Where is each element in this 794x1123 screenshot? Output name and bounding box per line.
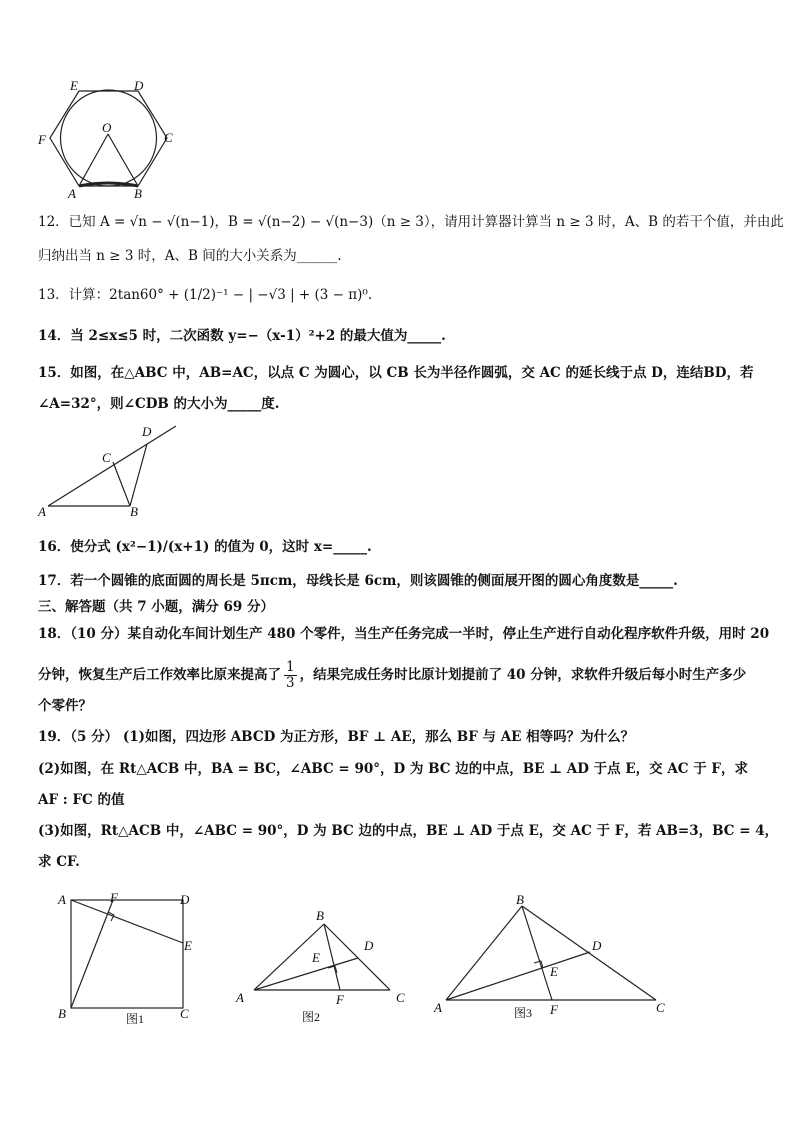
line-ab — [446, 906, 522, 1000]
label-c: C — [396, 990, 405, 1005]
label-b: B — [58, 1006, 66, 1021]
label-o: O — [102, 120, 112, 135]
label-b: B — [316, 908, 324, 923]
q12-line2: 归纳出当 n ≥ 3 时，A、B 间的大小关系为______. — [38, 248, 342, 264]
q16-text: 16．使分式 (x²−1)/(x+1) 的值为 0，这时 x=_____. — [38, 539, 372, 555]
label-d: D — [142, 424, 152, 439]
q19-line4: (3)如图，Rt△ACB 中，∠ABC = 90°，D 为 BC 边的中点，BE ⊥ AD 于点 E，交 AC 于 F，若 AB=3，BC = 4， — [38, 823, 779, 839]
q18-frac-den: 3 — [286, 675, 295, 691]
figure-3 — [430, 890, 680, 1030]
label-d: D — [364, 938, 374, 953]
q15-diagram — [36, 420, 186, 520]
label-f: F — [336, 992, 344, 1007]
line-bc — [324, 924, 390, 990]
line-bf — [324, 924, 340, 990]
q18-line2 — [38, 660, 746, 691]
line-bc — [522, 906, 656, 1000]
caption-fig1: 图1 — [126, 1012, 145, 1026]
label-b: B — [134, 186, 142, 201]
label-b: B — [130, 504, 138, 519]
label-e: E — [184, 938, 192, 953]
label-c: C — [180, 1006, 189, 1021]
label-b: B — [516, 892, 524, 907]
q18-line2a: 分钟，恢复生产后工作效率比原来提高了 — [38, 667, 281, 683]
label-c: C — [102, 450, 111, 465]
line-ad — [446, 952, 590, 1000]
label-d: D — [180, 892, 190, 907]
line-ad — [48, 426, 176, 506]
q18-line1: 18．（10 分）某自动化车间计划生产 480 个零件，当生产任务完成一半时，停止生产进行自动化程序软件升级，用时 20 — [38, 626, 770, 642]
inscribed-circle — [61, 90, 157, 186]
label-c: C — [164, 130, 173, 145]
label-a: A — [68, 186, 76, 201]
right-angle-mark — [108, 912, 114, 921]
line-cb — [113, 462, 130, 506]
label-c: C — [656, 1000, 665, 1015]
q15-figure — [36, 420, 186, 520]
q17-text: 17．若一个圆锥的底面圆的周长是 5πcm，母线长是 6cm，则该圆锥的侧面展开图的圆心角度数是_____. — [38, 573, 678, 589]
label-a: A — [236, 990, 244, 1005]
q14-text: 14．当 2≤x≤5 时，二次函数 y=−（x-1）²+2 的最大值为_____. — [38, 328, 446, 344]
figure-2-diagram — [232, 906, 412, 1031]
hexagon-shape — [50, 91, 167, 186]
q19-line2: (2)如图，在 Rt△ACB 中，BA = BC，∠ABC = 90°，D 为 BC 边的中点，BE ⊥ AD 于点 E，交 AC 于 F，求 — [38, 761, 749, 777]
caption-fig2: 图2 — [302, 1010, 321, 1024]
q15-line2: ∠A=32°，则∠CDB 的大小为_____度. — [38, 396, 280, 412]
square-abcd — [71, 900, 183, 1008]
label-e: E — [70, 78, 78, 93]
q13-text: 13．计算：2tan60° + (1/2)⁻¹ − | −√3 | + (3 − π)⁰. — [38, 287, 373, 303]
q19-line3: AF : FC 的值 — [38, 792, 125, 808]
label-f: F — [38, 132, 46, 147]
line-ae — [71, 900, 183, 943]
q18-line3: 个零件？ — [38, 698, 92, 714]
hexagon-figure — [36, 76, 186, 206]
label-d: D — [134, 78, 144, 93]
line-bf — [71, 900, 113, 1008]
label-e: E — [550, 964, 558, 979]
q18-frac-num: 1 — [286, 659, 295, 675]
label-a: A — [58, 892, 66, 907]
label-d: D — [592, 938, 602, 953]
q15-line1: 15．如图，在△ABC 中，AB=AC，以点 C 为圆心，以 CB 长为半径作圆弧，交 AC 的延长线于点 D，连结BD，若 — [38, 365, 754, 381]
q18-line2b: ，结果完成任务时比原计划提前了 40 分钟，求软件升级后每小时生产多少 — [299, 667, 747, 683]
label-a: A — [38, 504, 46, 519]
caption-fig3: 图3 — [514, 1006, 533, 1020]
line-bf — [522, 906, 552, 1000]
section3-heading: 三、解答题（共 7 小题，满分 69 分） — [38, 599, 274, 615]
q18-fraction — [284, 660, 297, 691]
line-ad — [254, 958, 358, 990]
label-f: F — [550, 1002, 558, 1017]
label-a: A — [434, 1000, 442, 1015]
figure-1 — [56, 888, 206, 1033]
label-f: F — [110, 890, 118, 905]
q19-line5: 求 CF. — [38, 854, 80, 870]
radius-ob — [108, 134, 138, 186]
radius-oa — [79, 134, 108, 186]
q19-line1: 19．（5 分） (1)如图，四边形 ABCD 为正方形，BF ⊥ AE，那么 BF 与 AE 相等吗？为什么？ — [38, 729, 635, 745]
label-e: E — [312, 950, 320, 965]
q12-line1: 12．已知 A = √n − √(n−1)，B = √(n−2) − √(n−3)（n ≥ 3），请用计算器计算当 n ≥ 3 时，A、B 的若干个值，并由此 — [38, 214, 784, 230]
figure-2 — [232, 906, 412, 1031]
